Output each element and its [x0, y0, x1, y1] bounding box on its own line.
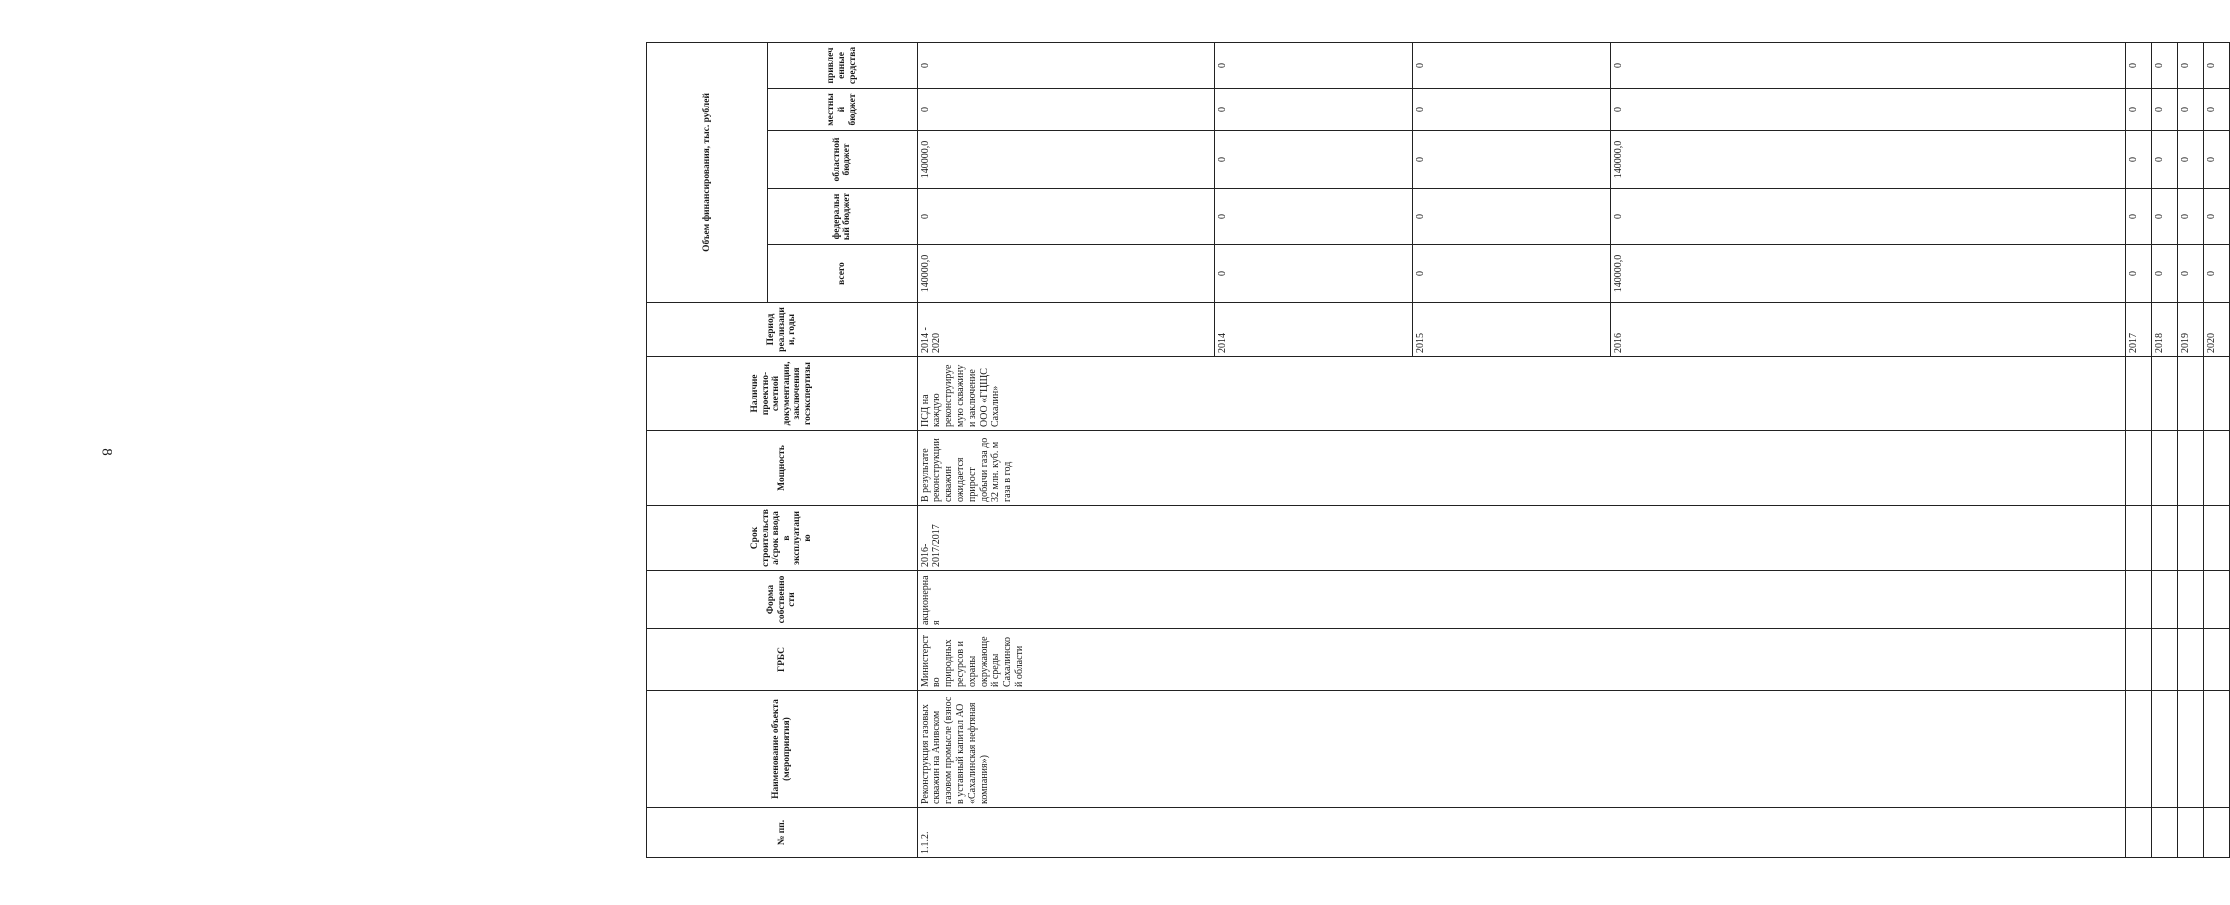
header-row-1 [647, 42, 768, 857]
financing-table [646, 42, 2230, 858]
cell-regional: 0 [2151, 131, 2177, 189]
cell-regional: 0 [2203, 131, 2229, 189]
cell-empty [2177, 571, 2203, 629]
cell-empty [2125, 691, 2151, 808]
cell-local: 0 [2125, 89, 2151, 131]
cell-total: 0 [1412, 245, 1610, 303]
cell-attracted: 0 [2177, 42, 2203, 88]
cell-local: 0 [2203, 89, 2229, 131]
table-row [2151, 42, 2177, 857]
cell-total: 0 [2177, 245, 2203, 303]
cell-empty [2151, 808, 2177, 858]
cell-local: 0 [2151, 89, 2177, 131]
cell-federal: 0 [1412, 189, 1610, 245]
header-realization: Период реализации, годы [647, 303, 918, 357]
cell-num: 1.1.2. [917, 808, 2125, 858]
cell-federal: 0 [1214, 189, 1412, 245]
cell-regional: 140000,0 [1610, 131, 2125, 189]
table-row [2203, 42, 2229, 857]
header-total: всего [767, 245, 917, 303]
cell-empty [2203, 571, 2229, 629]
cell-empty [2151, 691, 2177, 808]
cell-year: 2014 - 2020 [917, 303, 1214, 357]
cell-local: 0 [1214, 89, 1412, 131]
cell-empty [2125, 506, 2151, 571]
header-federal: федеральный бюджет [767, 189, 917, 245]
cell-year: 2017 [2125, 303, 2151, 357]
cell-empty [2125, 808, 2151, 858]
header-capacity: Мощность [647, 431, 918, 506]
cell-year: 2018 [2151, 303, 2177, 357]
cell-empty [2125, 357, 2151, 431]
cell-empty [2151, 431, 2177, 506]
cell-federal: 0 [917, 189, 1214, 245]
cell-regional: 0 [2177, 131, 2203, 189]
cell-empty [2151, 506, 2177, 571]
table-row [2177, 42, 2203, 857]
cell-attracted: 0 [2125, 42, 2151, 88]
header-psd: Наличие проектно-сметной документации, заключения госэкспертизы [647, 357, 918, 431]
cell-empty [2177, 431, 2203, 506]
cell-psd: ПСД на каждую реконструируемую скважину и заключение ООО «ГЦЩС Сахалин» [917, 357, 2125, 431]
header-ownership: Форма собственности [647, 571, 918, 629]
cell-year: 2019 [2177, 303, 2203, 357]
cell-empty [2151, 357, 2177, 431]
cell-federal: 0 [2203, 189, 2229, 245]
cell-attracted: 0 [2151, 42, 2177, 88]
cell-capacity: В результате реконструкции скважин ожидается прирост добычи газа до 32 млн. куб. м газа в год [917, 431, 2125, 506]
cell-period: 2016-2017/2017 [917, 506, 2125, 571]
cell-empty [2125, 571, 2151, 629]
header-local: местный бюджет [767, 89, 917, 131]
cell-year: 2015 [1412, 303, 1610, 357]
cell-total: 140000,0 [1610, 245, 2125, 303]
cell-total: 0 [2151, 245, 2177, 303]
cell-total: 0 [2203, 245, 2229, 303]
cell-empty [2203, 629, 2229, 691]
cell-empty [2203, 357, 2229, 431]
cell-regional: 0 [2125, 131, 2151, 189]
cell-attracted: 0 [917, 42, 1214, 88]
cell-name: Реконструкция газовых скважин на Анивском газовом промысле (взнос в уставный капитал АО «Сахалинская нефтяная компания») [917, 691, 2125, 808]
cell-empty [2177, 691, 2203, 808]
page-number: 8 [98, 448, 115, 456]
cell-empty [2125, 629, 2151, 691]
cell-empty [2203, 506, 2229, 571]
cell-local: 0 [917, 89, 1214, 131]
cell-empty [2151, 629, 2177, 691]
table-row [917, 42, 1214, 857]
cell-empty [2177, 357, 2203, 431]
cell-empty [2203, 431, 2229, 506]
cell-empty [2177, 506, 2203, 571]
cell-local: 0 [1610, 89, 2125, 131]
cell-federal: 0 [2177, 189, 2203, 245]
cell-empty [2125, 431, 2151, 506]
cell-attracted: 0 [1412, 42, 1610, 88]
header-name: Наименование объекта (мероприятия) [647, 691, 918, 808]
cell-total: 0 [2125, 245, 2151, 303]
cell-attracted: 0 [1610, 42, 2125, 88]
cell-federal: 0 [2151, 189, 2177, 245]
cell-federal: 0 [2125, 189, 2151, 245]
cell-regional: 140000,0 [917, 131, 1214, 189]
cell-federal: 0 [1610, 189, 2125, 245]
cell-empty [2177, 808, 2203, 858]
cell-total: 0 [1214, 245, 1412, 303]
cell-local: 0 [1412, 89, 1610, 131]
cell-year: 2014 [1214, 303, 1412, 357]
cell-empty [2177, 629, 2203, 691]
header-period: Срок строительства/срок ввода в эксплуатацию [647, 506, 918, 571]
header-regional: областной бюджет [767, 131, 917, 189]
cell-attracted: 0 [1214, 42, 1412, 88]
header-grbs: ГРБС [647, 629, 918, 691]
cell-attracted: 0 [2203, 42, 2229, 88]
cell-regional: 0 [1214, 131, 1412, 189]
rotated-table-wrapper [646, 43, 2217, 858]
table-row [2125, 42, 2151, 857]
cell-empty [2203, 691, 2229, 808]
cell-year: 2020 [2203, 303, 2229, 357]
cell-regional: 0 [1412, 131, 1610, 189]
cell-empty [2203, 808, 2229, 858]
cell-local: 0 [2177, 89, 2203, 131]
header-attracted: привлеченные средства [767, 42, 917, 88]
cell-empty [2151, 571, 2177, 629]
cell-total: 140000,0 [917, 245, 1214, 303]
cell-ownership: акционерная [917, 571, 2125, 629]
cell-grbs: Министерство природных ресурсов и охраны окружающей среды Сахалинской области [917, 629, 2125, 691]
header-financing: Объем финансирования, тыс. рублей [647, 42, 768, 302]
header-num: № пп. [647, 808, 918, 858]
cell-year: 2016 [1610, 303, 2125, 357]
